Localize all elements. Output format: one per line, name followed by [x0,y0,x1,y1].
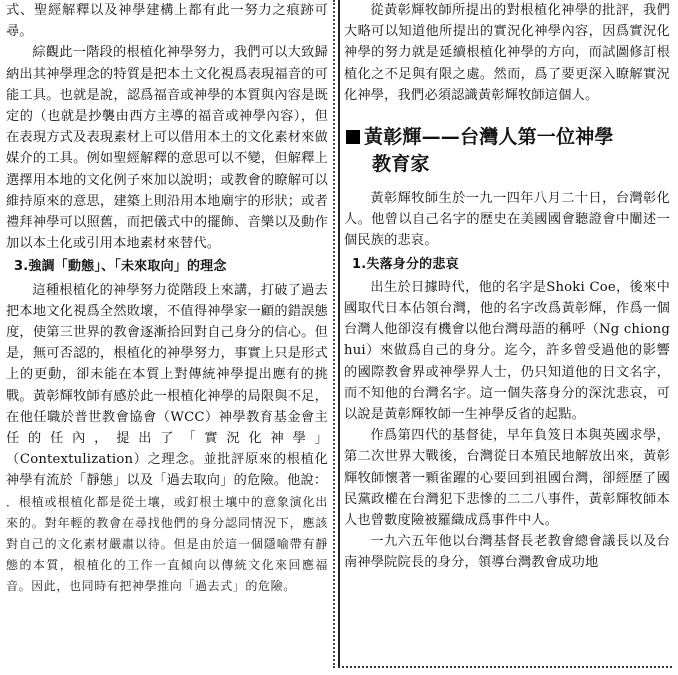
section-heading-line-2: 教育家 [372,153,430,176]
right-birth-paragraph: 黃彰輝牧師生於一九一四年八月二十日，台灣彰化人。他曾以自己名字的歷史在美國國會聽證會中闡述一個民族的悲哀。 [344,191,670,249]
bottom-dotted-rule [338,666,672,668]
right-pastor-paragraph: 作爲第四代的基督徒，早年負笈日本與英國求學，第二次世界大戰後，台灣從日本殖民地解放出來，黃彰輝牧師懷著一顆雀躍的心要回到祖國台灣，卻經歷了國民黨政權在台灣犯下悲慘的二二八事件，黃彰輝牧師本人也曾數度險被羅織成爲事件中人。 [344,428,670,529]
right-subheading: 1.失落身分的悲哀 [352,256,459,272]
section-heading-line-1: 黃彰輝——台灣人第一位神學 [364,126,614,149]
black-square-bullet-icon [346,130,360,144]
left-contextualization-paragraph: 這種根植化的神學努力從階段上來講，打破了過去把本地文化視爲全然敗壞，不值得神學家一顧的錯誤態度，使第三世界的教會逐漸拾回對自己身分的信心。但是，無可否認的，根植化的神學努力，事實上只是形式上的更動，卻未能在本質上對傳統神學提出應有的挑戰。黃彰輝牧師有感於此一根植化神學的局限與不足，在他任職於普世教會協會（WCC）神學教育基金會主任的任內，提出了「實況化神學」（Contextulization）之理念。並批評原來的根植化神學有流於「靜態」以及「過去取向」的危險。他說： [6,282,328,489]
column-divider-dotted [333,0,337,668]
column-divider-solid [338,0,342,668]
right-intro-paragraph: 從黃彰輝牧師所提出的對根植化神學的批評，我們大略可以知道他所提出的實況化神學內容，因爲實況化神學的努力就是延續根植化神學的方向，而試圖修訂根植化之不足與有限之處。然而，爲了要更深入瞭解實況化神學，我們必須認識黃彰輝牧師這個人。 [344,3,670,103]
left-summary-paragraph: 綜觀此一階段的根植化神學努力，我們可以大致歸納出其神學理念的特質是把本土文化視爲表現福音的可能工具。也就是說，認爲福音或神學的本質與內容是既定的（也就是抄襲由西方主導的福音或神學內容），但在表現方式及表現素材上可以借用本土的文化素材來做媒介的工具。例如聖經解釋的意思可以不變，但解釋上選擇用本地的文化例子來加以說明；或教會的瞭解可以維持原來的意思，建築上則沿用本地廟宇的形狀；或者禮拜神學可以照舊，而把儀式中的擺飾、音樂以及動作加以本土化或引用本地素材來替代。 [6,45,328,252]
left-subheading: 3.強調「動態」、「未來取向」的理念 [14,259,227,275]
section-heading [344,124,670,178]
left-block-quote: ．根植或根植化都是從土壤，或釘根土壤中的意象演化出來的。對年輕的教會在尋找他們的身分認同情況下，應該對自己的文化素材嚴肅以待。但是由於這一個隱喻帶有靜態的本質，根植化的工作一直傾向以傳統文化來回應福音。因此，也同時有把神學推向「過去式」的危險。 [6,494,328,593]
right-1965-paragraph: 一九六五年他以台灣基督長老教會總會議長以及台南神學院院長的身分，領導台灣教會成功地 [344,534,670,571]
left-opening-paragraph: 式、聖經解釋以及神學建構上都有此一努力之痕跡可尋。 [6,3,328,40]
left-column [6,0,328,668]
right-name-paragraph: 出生於日據時代，他的名字是Shoki Coe，後來中國取代日本佔領台灣，他的名字改爲黃彰輝，作爲一個台灣人他卻沒有機會以他台灣母語的稱呼（Ng chiong hui）來做爲自己的身分。迄今，許多曾受過他的影響的國際教會界或神學界人士，仍只知道他的日文名字，而不知他的台灣名字。這一個失落身分的深沈悲哀，可以說是黃彰輝牧師一生神學反省的起點。 [344,279,670,423]
right-column [344,0,670,668]
